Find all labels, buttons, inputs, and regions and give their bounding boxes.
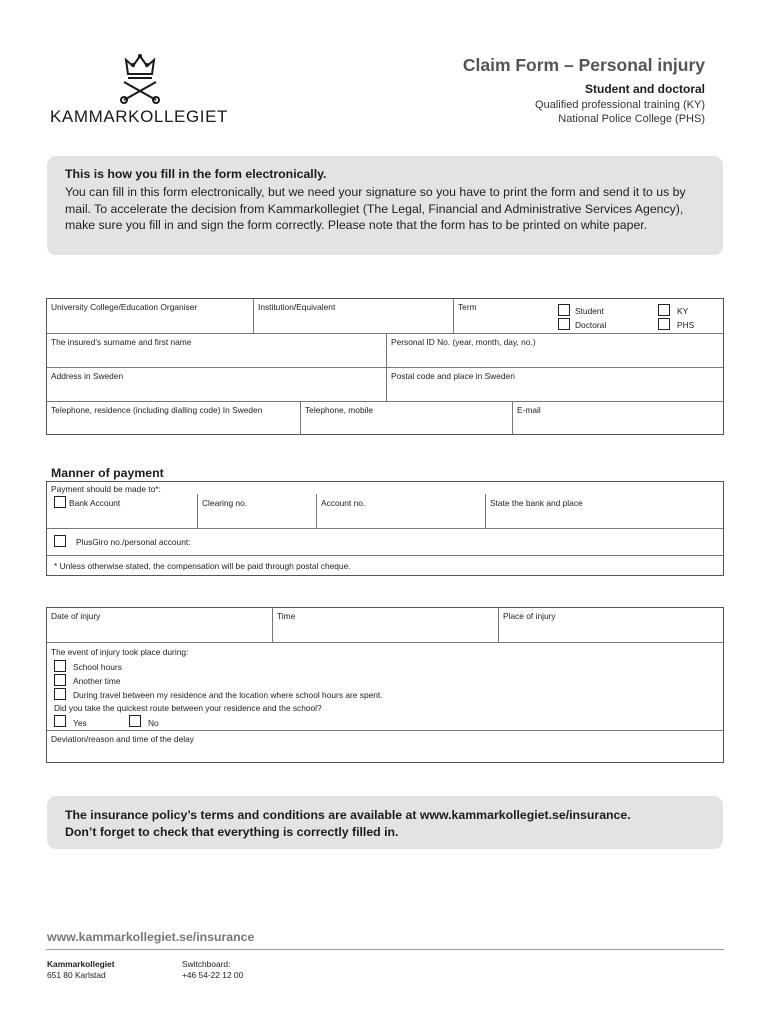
payment-section	[46, 481, 724, 576]
footer-divider	[46, 949, 724, 950]
account-field[interactable]	[316, 494, 485, 528]
ky-label: KY	[677, 306, 689, 316]
payment-note: * Unless otherwise stated, the compensation will be paid through postal cheque.	[54, 561, 351, 571]
footer-postal: 651 80 Karlstad	[47, 970, 106, 980]
switchboard-number: +46 54-22 12 00	[182, 970, 244, 980]
account-label: Account no.	[321, 498, 366, 508]
name-field[interactable]	[47, 334, 386, 367]
doctoral-label: Doctoral	[575, 320, 607, 330]
footer-org: Kammarkollegiet	[47, 959, 115, 969]
event-during-label: The event of injury took place during:	[51, 647, 189, 657]
notice-line-2: Don’t forget to check that everything is correctly filled in.	[65, 825, 399, 839]
postal-field[interactable]	[386, 368, 723, 401]
bank-place-label: State the bank and place	[490, 498, 583, 508]
bank-account-label: Bank Account	[69, 498, 121, 508]
travel-label: During travel between my residence and the location where school hours are spent.	[73, 690, 383, 700]
footer-address	[47, 959, 115, 981]
no-checkbox[interactable]	[129, 715, 141, 727]
institution-field[interactable]	[253, 299, 453, 333]
deviation-field[interactable]	[47, 730, 723, 762]
footer-switchboard	[182, 959, 243, 981]
student-label: Student	[575, 306, 604, 316]
instructions-text: You can fill in this form electronically, but we need your signature so you have to print the form and send it to us by mail. To accelerate the decision from Kammarkollegiet (The Legal, Financial and Administrative Services Agency), make sure you fill in and sign the form correctly. Please note that the form has to be printed on white paper.	[65, 185, 686, 232]
institution-label: Institution/Equivalent	[258, 302, 336, 312]
yes-label: Yes	[73, 718, 87, 728]
university-field[interactable]	[47, 299, 253, 333]
tel-residence-label: Telephone, residence (including dialling code) In Sweden	[51, 405, 263, 415]
plusgiro-field[interactable]	[47, 528, 723, 555]
time-field[interactable]	[272, 608, 498, 642]
university-label: University College/Education Organiser	[51, 302, 198, 312]
bank-account-checkbox[interactable]	[54, 496, 66, 508]
plusgiro-label: PlusGiro no./personal account:	[76, 537, 191, 547]
clearing-label: Clearing no.	[202, 498, 248, 508]
payment-made-to-label: Payment should be made to*:	[51, 484, 161, 494]
personal-id-field[interactable]	[386, 334, 723, 367]
plusgiro-checkbox[interactable]	[54, 535, 66, 547]
student-checkbox[interactable]	[558, 304, 570, 316]
form-subtitle: Student and doctoral	[585, 82, 705, 96]
school-hours-checkbox[interactable]	[54, 660, 66, 672]
notice-box	[47, 796, 723, 849]
injury-section	[46, 607, 724, 763]
tel-mobile-field[interactable]	[300, 402, 512, 434]
quickest-route-label: Did you take the quickest route between your residence and the school?	[54, 703, 322, 713]
crown-keys-icon	[118, 52, 162, 104]
deviation-label: Deviation/reason and time of the delay	[51, 734, 194, 744]
bank-place-field[interactable]	[485, 494, 723, 528]
switchboard-label: Switchboard:	[182, 959, 231, 969]
kammarkollegiet-logo	[46, 52, 232, 128]
form-title: Claim Form – Personal injury	[462, 55, 705, 75]
time-label: Time	[277, 611, 296, 621]
school-hours-label: School hours	[73, 662, 122, 672]
insured-details-section	[46, 298, 724, 435]
doctoral-checkbox[interactable]	[558, 318, 570, 330]
instructions-heading: This is how you fill in the form electronically.	[65, 167, 327, 181]
notice-line-1: The insurance policy’s terms and conditions are available at www.kammarkollegiet.se/insurance.	[65, 808, 631, 822]
yes-checkbox[interactable]	[54, 715, 66, 727]
place-of-injury-field[interactable]	[498, 608, 723, 642]
no-label: No	[148, 718, 159, 728]
subtitle-ky: Qualified professional training (KY)	[535, 99, 705, 111]
email-field[interactable]	[512, 402, 723, 434]
another-time-label: Another time	[73, 676, 121, 686]
phs-label: PHS	[677, 320, 695, 330]
tel-residence-field[interactable]	[47, 402, 300, 434]
logo-text: KAMMARKOLLEGIET	[49, 107, 229, 126]
subtitle-phs: National Police College (PHS)	[558, 113, 705, 125]
date-of-injury-label: Date of injury	[51, 611, 101, 621]
place-of-injury-label: Place of injury	[503, 611, 556, 621]
term-field[interactable]	[453, 299, 521, 333]
ky-checkbox[interactable]	[658, 304, 670, 316]
address-field[interactable]	[47, 368, 386, 401]
instructions-box	[47, 156, 723, 255]
name-label: The insured’s surname and first name	[51, 337, 192, 347]
phs-checkbox[interactable]	[658, 318, 670, 330]
personal-id-label: Personal ID No. (year, month, day, no.)	[391, 337, 536, 347]
another-time-checkbox[interactable]	[54, 674, 66, 686]
tel-mobile-label: Telephone, mobile	[305, 405, 373, 415]
date-of-injury-field[interactable]	[47, 608, 272, 642]
term-label: Term	[458, 302, 477, 312]
footer-url: www.kammarkollegiet.se/insurance	[47, 930, 255, 944]
payment-heading: Manner of payment	[51, 466, 164, 480]
email-label: E-mail	[517, 405, 541, 415]
address-label: Address in Sweden	[51, 371, 124, 381]
travel-checkbox[interactable]	[54, 688, 66, 700]
postal-label: Postal code and place in Sweden	[391, 371, 515, 381]
clearing-field[interactable]	[197, 494, 316, 528]
